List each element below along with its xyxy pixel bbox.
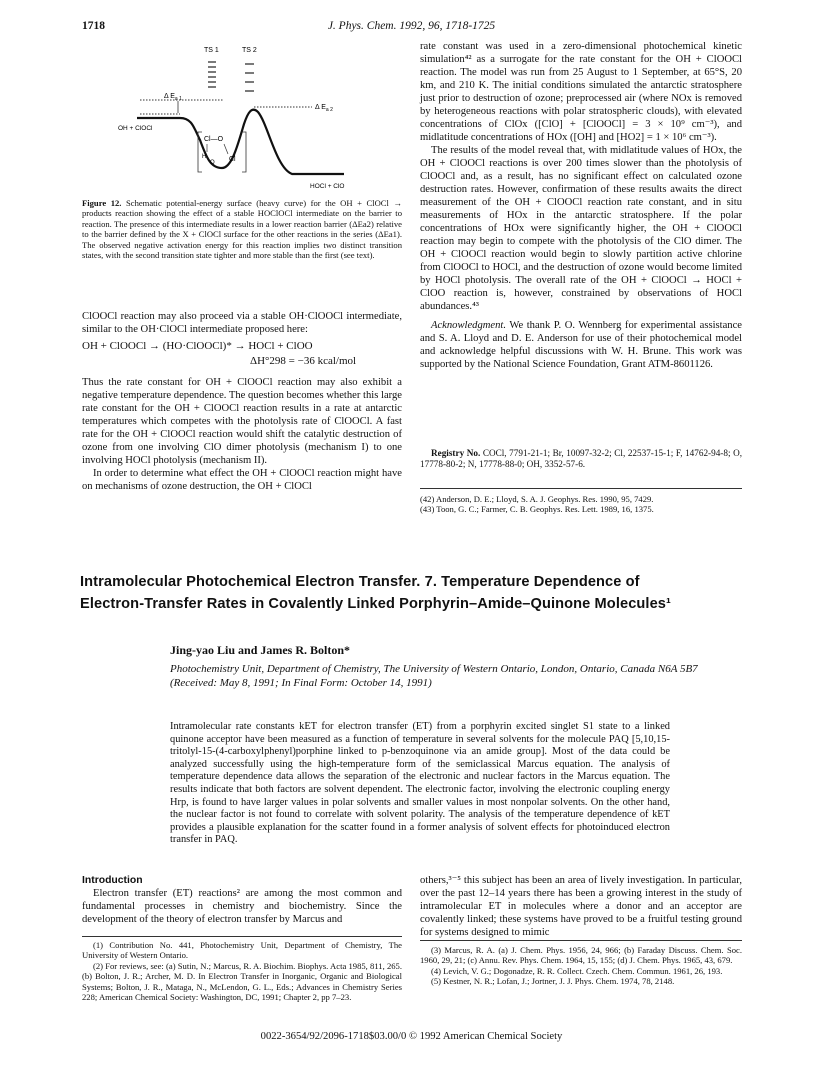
right-column xyxy=(420,40,742,371)
equation-1: OH + ClOOCl → (HO·ClOOCl)* → HOCl + ClOO xyxy=(82,340,313,352)
svg-text:Cl: Cl xyxy=(229,156,236,163)
references-rule xyxy=(420,488,742,489)
footnote-3: (3) Marcus, R. A. (a) J. Chem. Phys. 1956, 24, 966; (b) Faraday Discuss. Chem. Soc. 1960, 29, 21; (c) Annu. Rev. Phys. Chem. 1964, 15, 155; (d) J. Chem. Phys. 1965, 43, 679. xyxy=(420,945,742,966)
left-paragraph-2: Thus the rate constant for OH + ClOOCl reaction may also exhibit a negative temperature dependence. The question becomes whether this large rate constant for the OH + ClOOCl reaction results in a rate at antarctic temperatures which competes with the photolysis rate of ClOOCl. A fast rate for the OH + ClOOCl reaction would shift the catalytic destruction of ozone from one involving ClO dimer photolysis (mechanism I) to one involving HOCl photolysis (mechanism II). xyxy=(82,377,402,466)
svg-text:H: H xyxy=(202,154,207,160)
acknowledgment-text: We thank P. O. Wennberg for experimental assistance and S. A. Lloyd and D. E. Anderson for use of their photochemical model and acknowledge helpful discussions with W. H. Brune. This work was supported by the National Science Foundation, Grant ATM-8601126. xyxy=(420,320,742,370)
right-paragraph-2: The results of the model reveal that, with midlatitude values of HOx, the OH + ClOOCl reactions is over 200 times slower than the photolysis of ClOOCl and, as a result, has no significant effect on calculated ozone destruction rates. However, confirmation of these results awaits the direct measurement of the OH + ClOOCl reaction rate constant, and in situ measurements of HOx in the antarctic stratosphere. If the polar concentrations of HOx were significantly higher, the OH + ClOOCl reaction may begin to compete with the photolysis of the ClO dimer. The OH + ClOOCl reaction would begin to slowly partition active chlorine from ClOOCl to HOCl, and the destruction of ozone would become limited by HOCl photolysis. The overall rate of the OH + ClOOCl → HOCl + ClOO reaction is, however, constrained by observations of HOCl abundances.⁴³ xyxy=(420,145,742,312)
figure-caption-text: Schematic potential-energy surface (heavy curve) for the OH + ClOCl → products reaction showing the effect of a stable HOClOCl intermediate on the barrier to reaction. The presence of this intermediate results in a lower reaction barrier (ΔEa2) relative to the barrier defined by the X + ClOCl surface for the other reactions in the series (ΔEa1). The observed negative activation energy for this reaction implies two distinct transition states, with the second transition state tighter and more stable than the first (see text). xyxy=(82,198,403,261)
reference-43: (43) Toon, G. C.; Farmer, C. B. Geophys. Res. Lett. 1989, 16, 1375. xyxy=(420,504,654,515)
acknowledgment xyxy=(420,319,742,371)
figure-caption xyxy=(82,198,402,260)
potential-energy-figure xyxy=(82,40,402,198)
introduction-paragraph-1: Electron transfer (ET) reactions² are among the most common and fundamental processes in chemistry and biochemistry. Since the development of the theory of electron transfer by Marcus and xyxy=(82,888,402,925)
article-abstract: Intramolecular rate constants kET for electron transfer (ET) from a porphyrin excited singlet S1 state to a linked quinone acceptor have been measured as a function of temperature in several solvents for the molecule PAQ [5,10,15-tritolyl-15-(4-carboxylphenyl)porphine linked to p-benzoquinone via an amide group]. Most of the data could be analyzed successfully using the high-temperature form of the semiclassical Marcus equation. The analysis of temperature dependence data allows the separation of the electronic and nuclear factors in the Marcus equation. The results indicate that both factors are solvent dependent. The electronic factor, involving the electronic coupling energy Hrp, is found to have larger values in polar solvents and smaller values in most nonpolar solvents. On the other hand, the nuclear factor is not found to correlate with solvent polarity. The analysis of the temperature dependence of kET provides a plausible explanation for the scatter found in a former analysis of solvent effects for photoinduced electron transfer in PAQ. xyxy=(170,721,670,846)
footnote-5: (5) Kestner, N. R.; Lofan, J.; Jortner, J. J. Phys. Chem. 1974, 78, 2148. xyxy=(431,976,675,987)
reactants-label: OH + ClOCl xyxy=(118,125,153,132)
products-label: HOCl + ClO xyxy=(310,183,345,190)
ea1-label: Δ $E_{a 1}$ xyxy=(164,93,182,102)
equation-2: ΔH°298 = −36 kcal/mol xyxy=(250,355,357,367)
potential-energy-curve xyxy=(137,110,344,174)
ts2-label: TS 2 xyxy=(242,47,257,54)
references-42-43 xyxy=(420,494,742,515)
ea2-label: Δ $E_{a 2}$ xyxy=(315,104,333,113)
left-column-cont xyxy=(82,376,402,493)
right-paragraph-1: rate constant was used in a zero-dimensional photochemical kinetic simulation⁴² as a surrogate for the rate constant for the OH + ClOOCl reaction. The model was run from 25 August to 1 September, at 65°S, 20 km, and 210 K. The initial conditions simulated the antarctic stratosphere just prior to destruction of ozone; preprocessed air (where NOx is removed by heterogeneous reactions with polar stratospheric clouds), with elevated concentrations of ClOx ([ClO] + [ClOOCl] = 3 × 10⁹ cm⁻³), and midlatitude concentrations of HOx ([OH] and [HO2] = 1 × 10⁶ cm⁻³). xyxy=(420,41,742,143)
left-paragraph-3: In order to determine what effect the OH + ClOOCl reaction might have on mechanisms of ozone destruction, the OH + ClOCl xyxy=(82,468,402,492)
registry-numbers xyxy=(420,448,742,471)
svg-text:Cl—O: Cl—O xyxy=(204,136,224,143)
introduction-left xyxy=(82,874,402,926)
article-title xyxy=(80,571,760,615)
article-authors: Jing-yao Liu and James R. Bolton* xyxy=(170,643,351,657)
article-title-line-1: Intramolecular Photochemical Electron Transfer. 7. Temperature Dependence of xyxy=(80,574,640,590)
footnotes-rule-left xyxy=(82,936,402,937)
introduction-paragraph-2: others,³⁻⁵ this subject has been an area of lively investigation. In particular, over the past 12–14 years there has been a growing interest in the study of intramolecular ET in molecules where a donor and an acceptor are covalently linked; these systems have proved to be a fruitful testing ground for systems designed to mimic xyxy=(420,875,742,938)
footnote-4: (4) Levich, V. G.; Dogonadze, R. R. Collect. Czech. Chem. Commun. 1961, 26, 193. xyxy=(431,965,723,976)
article-title-line-2: Electron-Transfer Rates in Covalently Linked Porphyrin–Amide–Quinone Molecules¹ xyxy=(80,596,671,612)
ts1-label: TS 1 xyxy=(204,47,219,54)
introduction-right xyxy=(420,874,742,939)
figure-caption-label: Figure 12. xyxy=(82,198,122,208)
registry-label: Registry No. xyxy=(431,448,481,458)
footnote-2: (2) For reviews, see: (a) Sutin, N.; Marcus, R. A. Biochim. Biophys. Acta 1985, 811, 265. (b) Bolton, J. R.; Archer, M. D. In Electron Transfer in Inorganic, Organic and Biological Systems; Bolton, J. R., Mataga, N., McLendon, G. L., Eds.; Advances in Chemistry Series 228; American Chemical Society: Washington, DC, 1991; Chapter 2, pp 7–23. xyxy=(82,960,402,1003)
footnotes-right xyxy=(420,945,742,987)
reference-42: (42) Anderson, D. E.; Lloyd, S. A. J. Geophys. Res. 1990, 95, 7429. xyxy=(420,494,654,504)
acknowledgment-label: Acknowledgment. xyxy=(431,320,507,331)
footnotes-rule-right xyxy=(420,940,742,941)
ts1-levels xyxy=(208,62,216,87)
registry-text: COCl, 7791-21-1; Br, 10097-32-2; Cl, 22537-15-1; F, 14762-94-8; O, 17778-80-2; N, 17778-88-0; OH, 3352-57-6. xyxy=(420,448,742,470)
footnote-1: (1) Contribution No. 441, Photochemistry Unit, Department of Chemistry, The University of Western Ontario. xyxy=(82,940,402,961)
ts2-levels xyxy=(245,64,254,91)
page-footer: 0022-3654/92/2096-1718$03.00/0 © 1992 American Chemical Society xyxy=(260,1031,563,1042)
left-paragraph-1: ClOOCl reaction may also proceed via a stable OH·ClOOCl intermediate, similar to the OH·ClOCl intermediate proposed here: xyxy=(82,311,402,335)
page-number: 1718 xyxy=(82,20,105,32)
svg-text:O: O xyxy=(210,160,215,166)
introduction-heading: Introduction xyxy=(82,875,143,886)
article-affiliation: Photochemistry Unit, Department of Chemistry, The University of Western Ontario, London, Ontario, Canada N6A 5B7 (Received: May 8, 1991; In Final Form: October 14, 1991) xyxy=(170,663,698,689)
footnotes-left xyxy=(82,940,402,1002)
left-column xyxy=(82,310,402,336)
running-header: J. Phys. Chem. 1992, 96, 1718-1725 xyxy=(327,20,496,32)
